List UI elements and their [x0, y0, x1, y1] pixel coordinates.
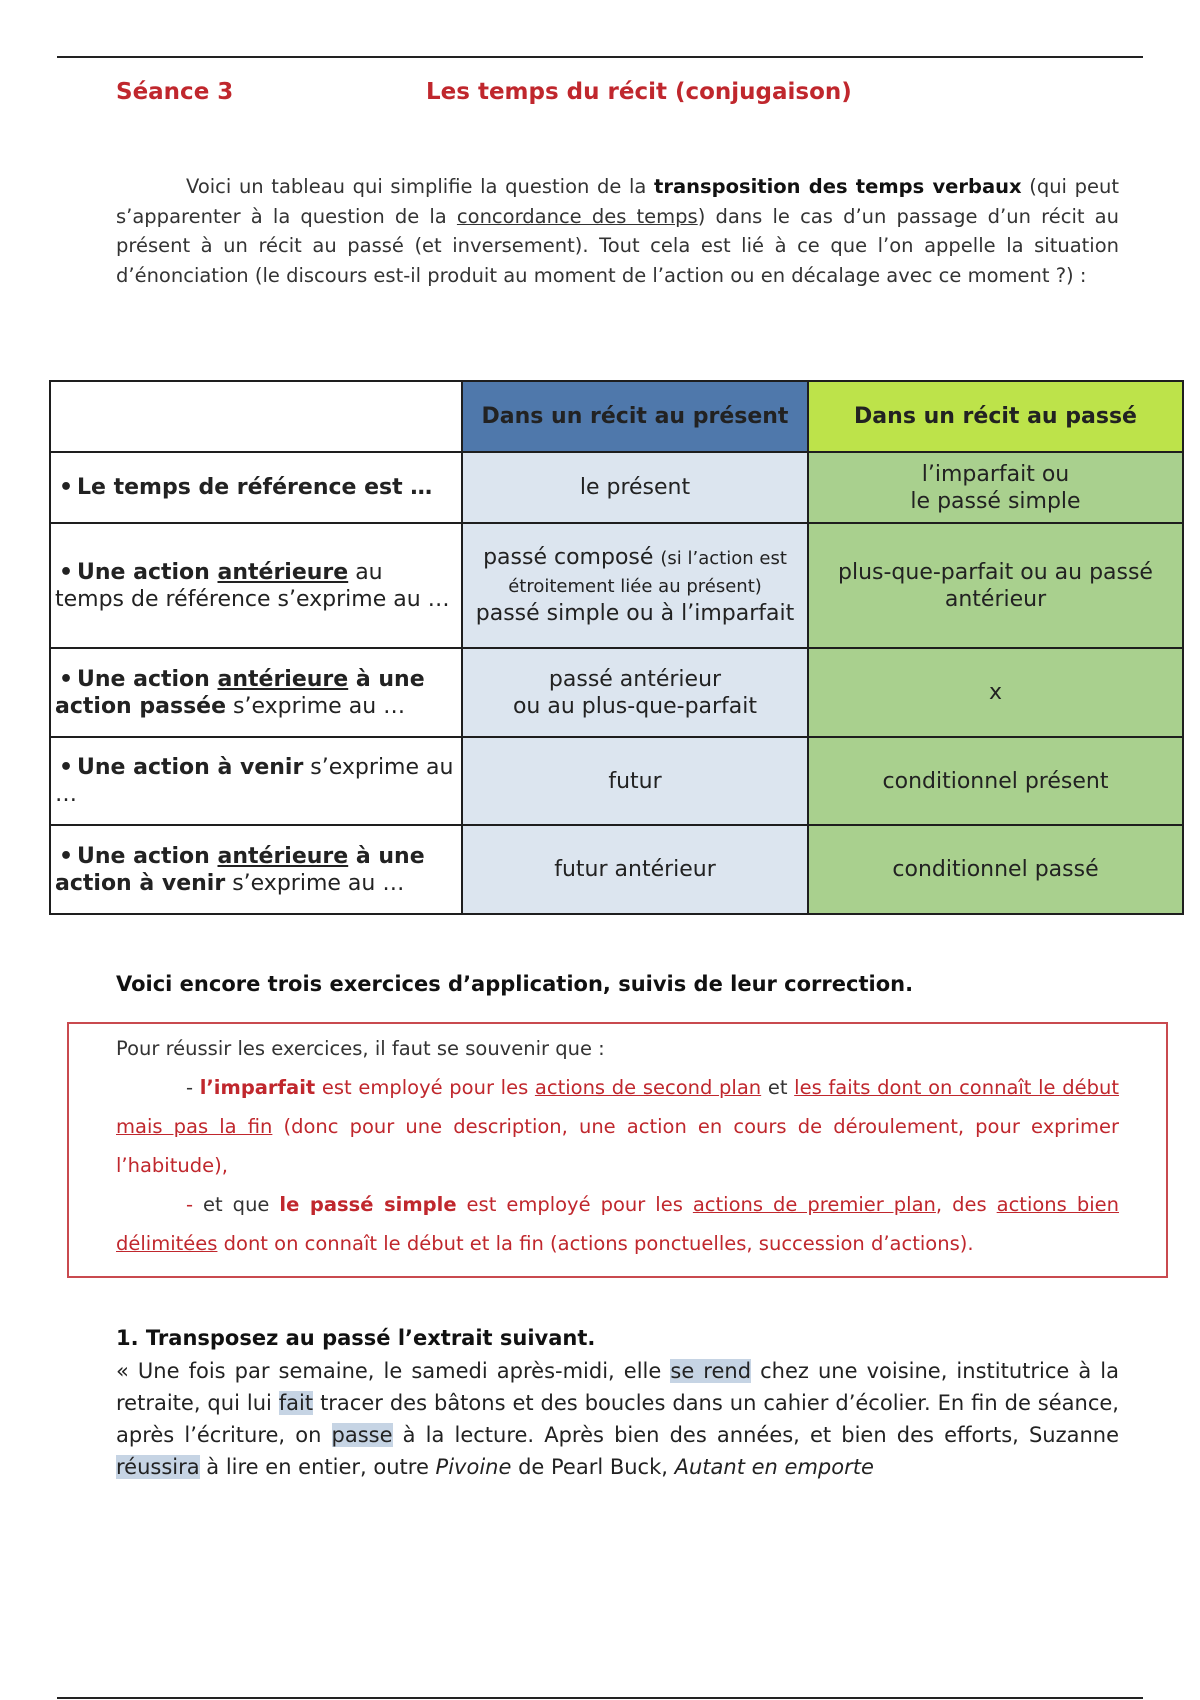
row-label: • Une action antérieure à une action passée s’exprime au … — [50, 648, 462, 737]
table-row — [50, 737, 1183, 825]
table-header-row — [50, 381, 1183, 452]
cell-present: futur antérieur — [462, 825, 808, 914]
page-title: Les temps du récit (conjugaison) — [426, 79, 852, 105]
highlighted-verb: réussira — [116, 1455, 200, 1479]
cell-past: plus-que-parfait ou au passé antérieur — [808, 523, 1183, 648]
intro-paragraph: Voici un tableau qui simplifie la question de la transposition des temps verbaux (qui peut s’apparenter à la question de la concordance des temps) dans le cas d’un passage d’un récit au présent à un récit au passé (et inversement). Tout cela est lié à ce que l’on appelle la situation d’énonciation (le discours est-il produit au moment de l’action ou en décalage avec ce moment ?) : — [116, 175, 1119, 287]
cell-past: l’imparfait ou le passé simple — [808, 452, 1183, 523]
session-label: Séance 3 — [116, 79, 234, 105]
cell-present: futur — [462, 737, 808, 825]
cell-present: passé composé (si l’action est étroitement liée au présent) passé simple ou à l’imparfait — [462, 523, 808, 648]
exercise-1-text: « Une fois par semaine, le samedi après-midi, elle se rend chez une voisine, institutrice à la retraite, qui lui fait tracer des bâtons et des boucles dans un cahier d’écolier. En fin de séance, après l’écriture, on passe à la lecture. Après bien des années, et bien des efforts, Suzanne réussira à lire en entier, outre Pivoine de Pearl Buck, Autant en emporte — [116, 1359, 1120, 1479]
table-row — [50, 825, 1183, 914]
table-row — [50, 648, 1183, 737]
row-label: • Une action antérieure au temps de référence s’exprime au … — [50, 523, 462, 648]
highlighted-verb: passe — [331, 1423, 393, 1447]
row-label: • Une action à venir s’exprime au … — [50, 737, 462, 825]
table-row — [50, 452, 1183, 523]
header-past: Dans un récit au passé — [808, 381, 1183, 452]
empty-corner-cell — [50, 381, 462, 452]
cell-present: passé antérieur ou au plus-que-parfait — [462, 648, 808, 737]
top-rule — [57, 56, 1143, 58]
header-present: Dans un récit au présent — [462, 381, 808, 452]
cell-past: x — [808, 648, 1183, 737]
highlighted-verb: se rend — [670, 1359, 752, 1383]
table-row — [50, 523, 1183, 648]
highlighted-verb: fait — [278, 1391, 314, 1415]
row-label: • Une action antérieure à une action à venir s’exprime au … — [50, 825, 462, 914]
exercise-1-title: 1. Transposez au passé l’extrait suivant. — [116, 1326, 596, 1350]
cell-past: conditionnel présent — [808, 737, 1183, 825]
cell-present: le présent — [462, 452, 808, 523]
bottom-rule — [57, 1697, 1143, 1699]
exercises-intro: Voici encore trois exercices d’application, suivis de leur correction. — [116, 972, 914, 996]
reminder-text: Pour réussir les exercices, il faut se souvenir que : - l’imparfait est employé pour les actions de second plan et les faits dont on connaît le début mais pas la fin (donc pour une description, une action en cours de déroulement, pour exprimer l’habitude), - et que le passé simple est employé pour les actions de premier plan, des actions bien délimitées dont on connaît le début et la fin (actions ponctuelles, succession d’actions). — [116, 1037, 1119, 1255]
row-label: • Le temps de référence est … — [50, 452, 462, 523]
tense-table — [49, 380, 1184, 915]
cell-past: conditionnel passé — [808, 825, 1183, 914]
